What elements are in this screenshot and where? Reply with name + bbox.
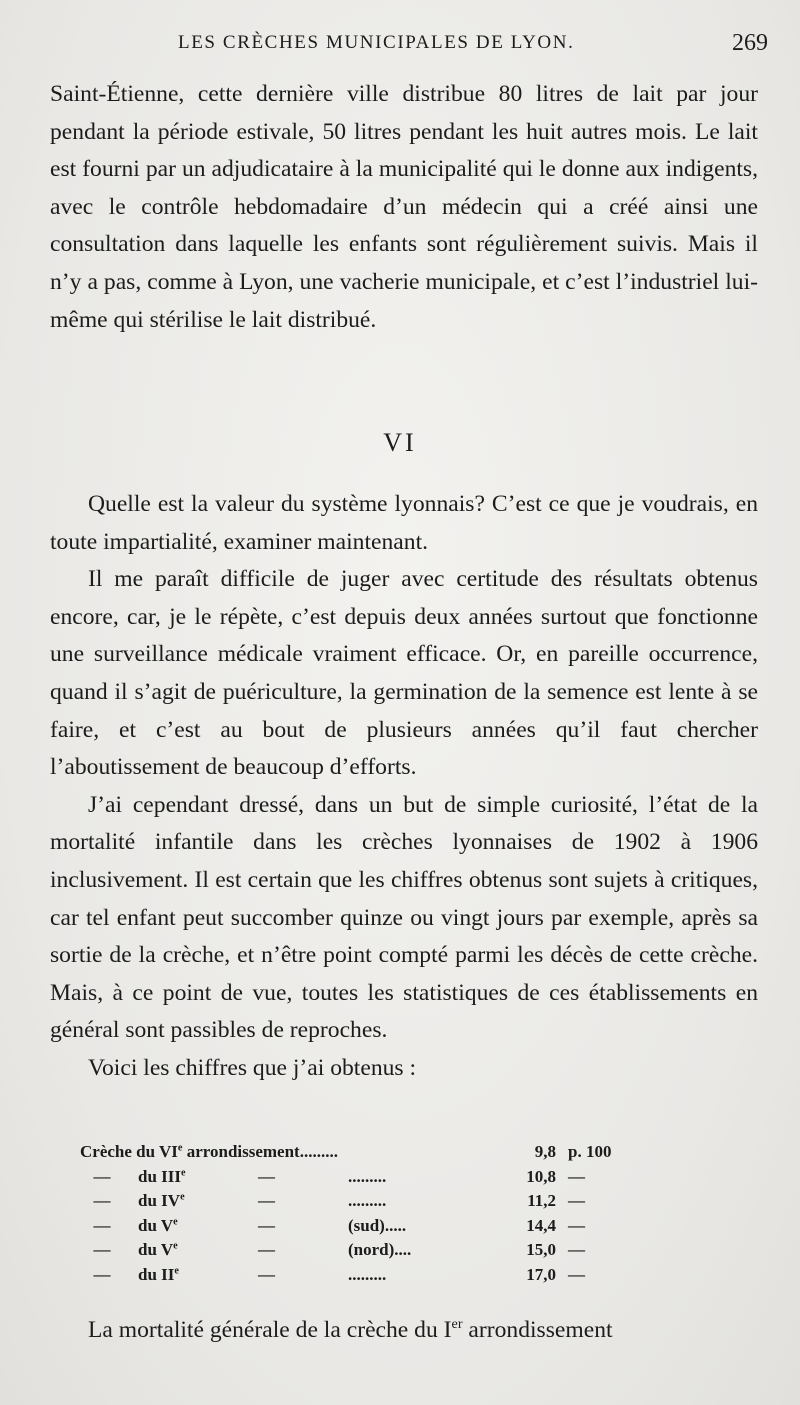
body-text-top xyxy=(50,76,758,339)
ditto-dash: — xyxy=(93,1191,111,1210)
paragraph: J’ai cependant dressé, dans un but de simple curiosité, l’état de la mortalité infantile dans les crèches lyonnaises de 1902 à 1906 inclusivement. Il est certain que les chiffres obtenus sont sujets à critiques, car tel enfant peut succomber quinze ou vingt jours par exemple, après sa sortie de la crèche, et n’être point compté parmi les décès de cette crèche. Mais, à ce point de vue, toutes les statistiques de ces établissements en général sont passibles de reproches. xyxy=(50,791,758,1044)
creche-name: du V xyxy=(138,1240,174,1259)
final-line xyxy=(50,1312,758,1349)
dot-leader: ......... xyxy=(348,1166,387,1186)
ditto-dash: — xyxy=(93,1264,111,1284)
ditto-dash: — xyxy=(568,1191,585,1210)
ditto-dash: — xyxy=(93,1240,111,1259)
paragraph: Quelle est la valeur du système lyonnais? C’est ce que je voudrais, en toute impartialité, examiner maintenant. xyxy=(50,491,758,555)
paragraph: Voici les chiffres que j’ai obtenus : xyxy=(88,1054,417,1081)
ordinal-suffix: er xyxy=(451,1316,463,1333)
ditto-dash: — xyxy=(258,1166,275,1186)
mortality-table xyxy=(80,1140,680,1287)
district-label: arrondissement xyxy=(182,1142,300,1161)
creche-name: du V xyxy=(138,1215,174,1235)
page-number: 269 xyxy=(732,30,768,56)
table-row xyxy=(80,1214,680,1239)
creche-name: Crèche du VI xyxy=(80,1142,178,1161)
section-heading: VI xyxy=(383,428,417,457)
mortality-value: 14,4 xyxy=(526,1215,556,1235)
dot-leader: .... xyxy=(394,1240,412,1259)
ditto-dash: — xyxy=(258,1240,275,1259)
ditto-dash: — xyxy=(93,1215,111,1235)
unit-label: p. 100 xyxy=(568,1142,612,1161)
ditto-dash: — xyxy=(568,1240,585,1259)
table-row xyxy=(80,1165,680,1190)
mortality-value: 10,8 xyxy=(526,1166,556,1186)
creche-name: du II xyxy=(138,1264,175,1284)
ditto-dash: — xyxy=(258,1215,275,1235)
table-row xyxy=(80,1140,680,1165)
ditto-dash: — xyxy=(258,1264,275,1284)
table-row xyxy=(80,1189,680,1214)
final-line-text: La mortalité générale de la crèche du I xyxy=(88,1317,452,1343)
ordinal-suffix: e xyxy=(177,1142,183,1154)
page-header xyxy=(0,30,800,64)
dot-leader: ......... xyxy=(299,1142,338,1161)
creche-name: du IV xyxy=(138,1191,181,1210)
ordinal-suffix: e xyxy=(174,1264,179,1276)
running-title: LES CRÈCHES MUNICIPALES DE LYON. xyxy=(178,32,575,53)
dot-leader: ..... xyxy=(384,1215,407,1235)
ditto-dash: — xyxy=(568,1215,585,1235)
table-row xyxy=(80,1238,680,1263)
final-line-text-end: arrondissement xyxy=(462,1317,613,1343)
ditto-dash: — xyxy=(568,1166,585,1186)
ordinal-suffix: e xyxy=(173,1240,178,1252)
body-text-main xyxy=(50,486,758,1088)
ditto-dash: — xyxy=(93,1166,111,1186)
paragraph: Saint-Étienne, cette dernière ville distribue 80 litres de lait par jour pendant la période estivale, 50 litres pendant les huit autres mois. Le lait est fourni par un adjudicataire à la municipalité qui le donne aux indigents, avec le contrôle hebdomadaire d’un médecin qui a créé ainsi une consultation dans laquelle les enfants sont régulièrement suivis. Mais il n’y a pas, comme à Lyon, une vacherie municipale, et c’est l’industriel lui-même qui stérilise le lait distribué. xyxy=(50,81,758,333)
paragraph: Il me paraît difficile de juger avec certitude des résultats obtenus encore, car, je le répète, c’est depuis deux années surtout que fonctionne une surveillance médicale vraiment efficace. Or, en pareille occurrence, quand il s’agit de puériculture, la germination de la semence est lente à se faire, et c’est au bout de plusieurs années qu’il faut chercher l’aboutissement de beaucoup d’efforts. xyxy=(50,566,758,781)
mortality-value: 17,0 xyxy=(526,1264,556,1284)
note: (nord) xyxy=(348,1240,395,1259)
dot-leader: ......... xyxy=(348,1191,387,1210)
ordinal-suffix: e xyxy=(180,1191,185,1203)
mortality-value: 11,2 xyxy=(527,1191,556,1210)
ditto-dash: — xyxy=(568,1264,585,1284)
ordinal-suffix: e xyxy=(181,1166,186,1178)
ditto-dash: — xyxy=(258,1191,275,1210)
mortality-value: 15,0 xyxy=(526,1240,556,1259)
mortality-value: 9,8 xyxy=(534,1142,556,1161)
table-row xyxy=(80,1263,680,1288)
dot-leader: ......... xyxy=(348,1264,387,1284)
ordinal-suffix: e xyxy=(173,1215,178,1227)
note: (sud) xyxy=(348,1215,385,1235)
creche-name: du III xyxy=(138,1166,182,1186)
